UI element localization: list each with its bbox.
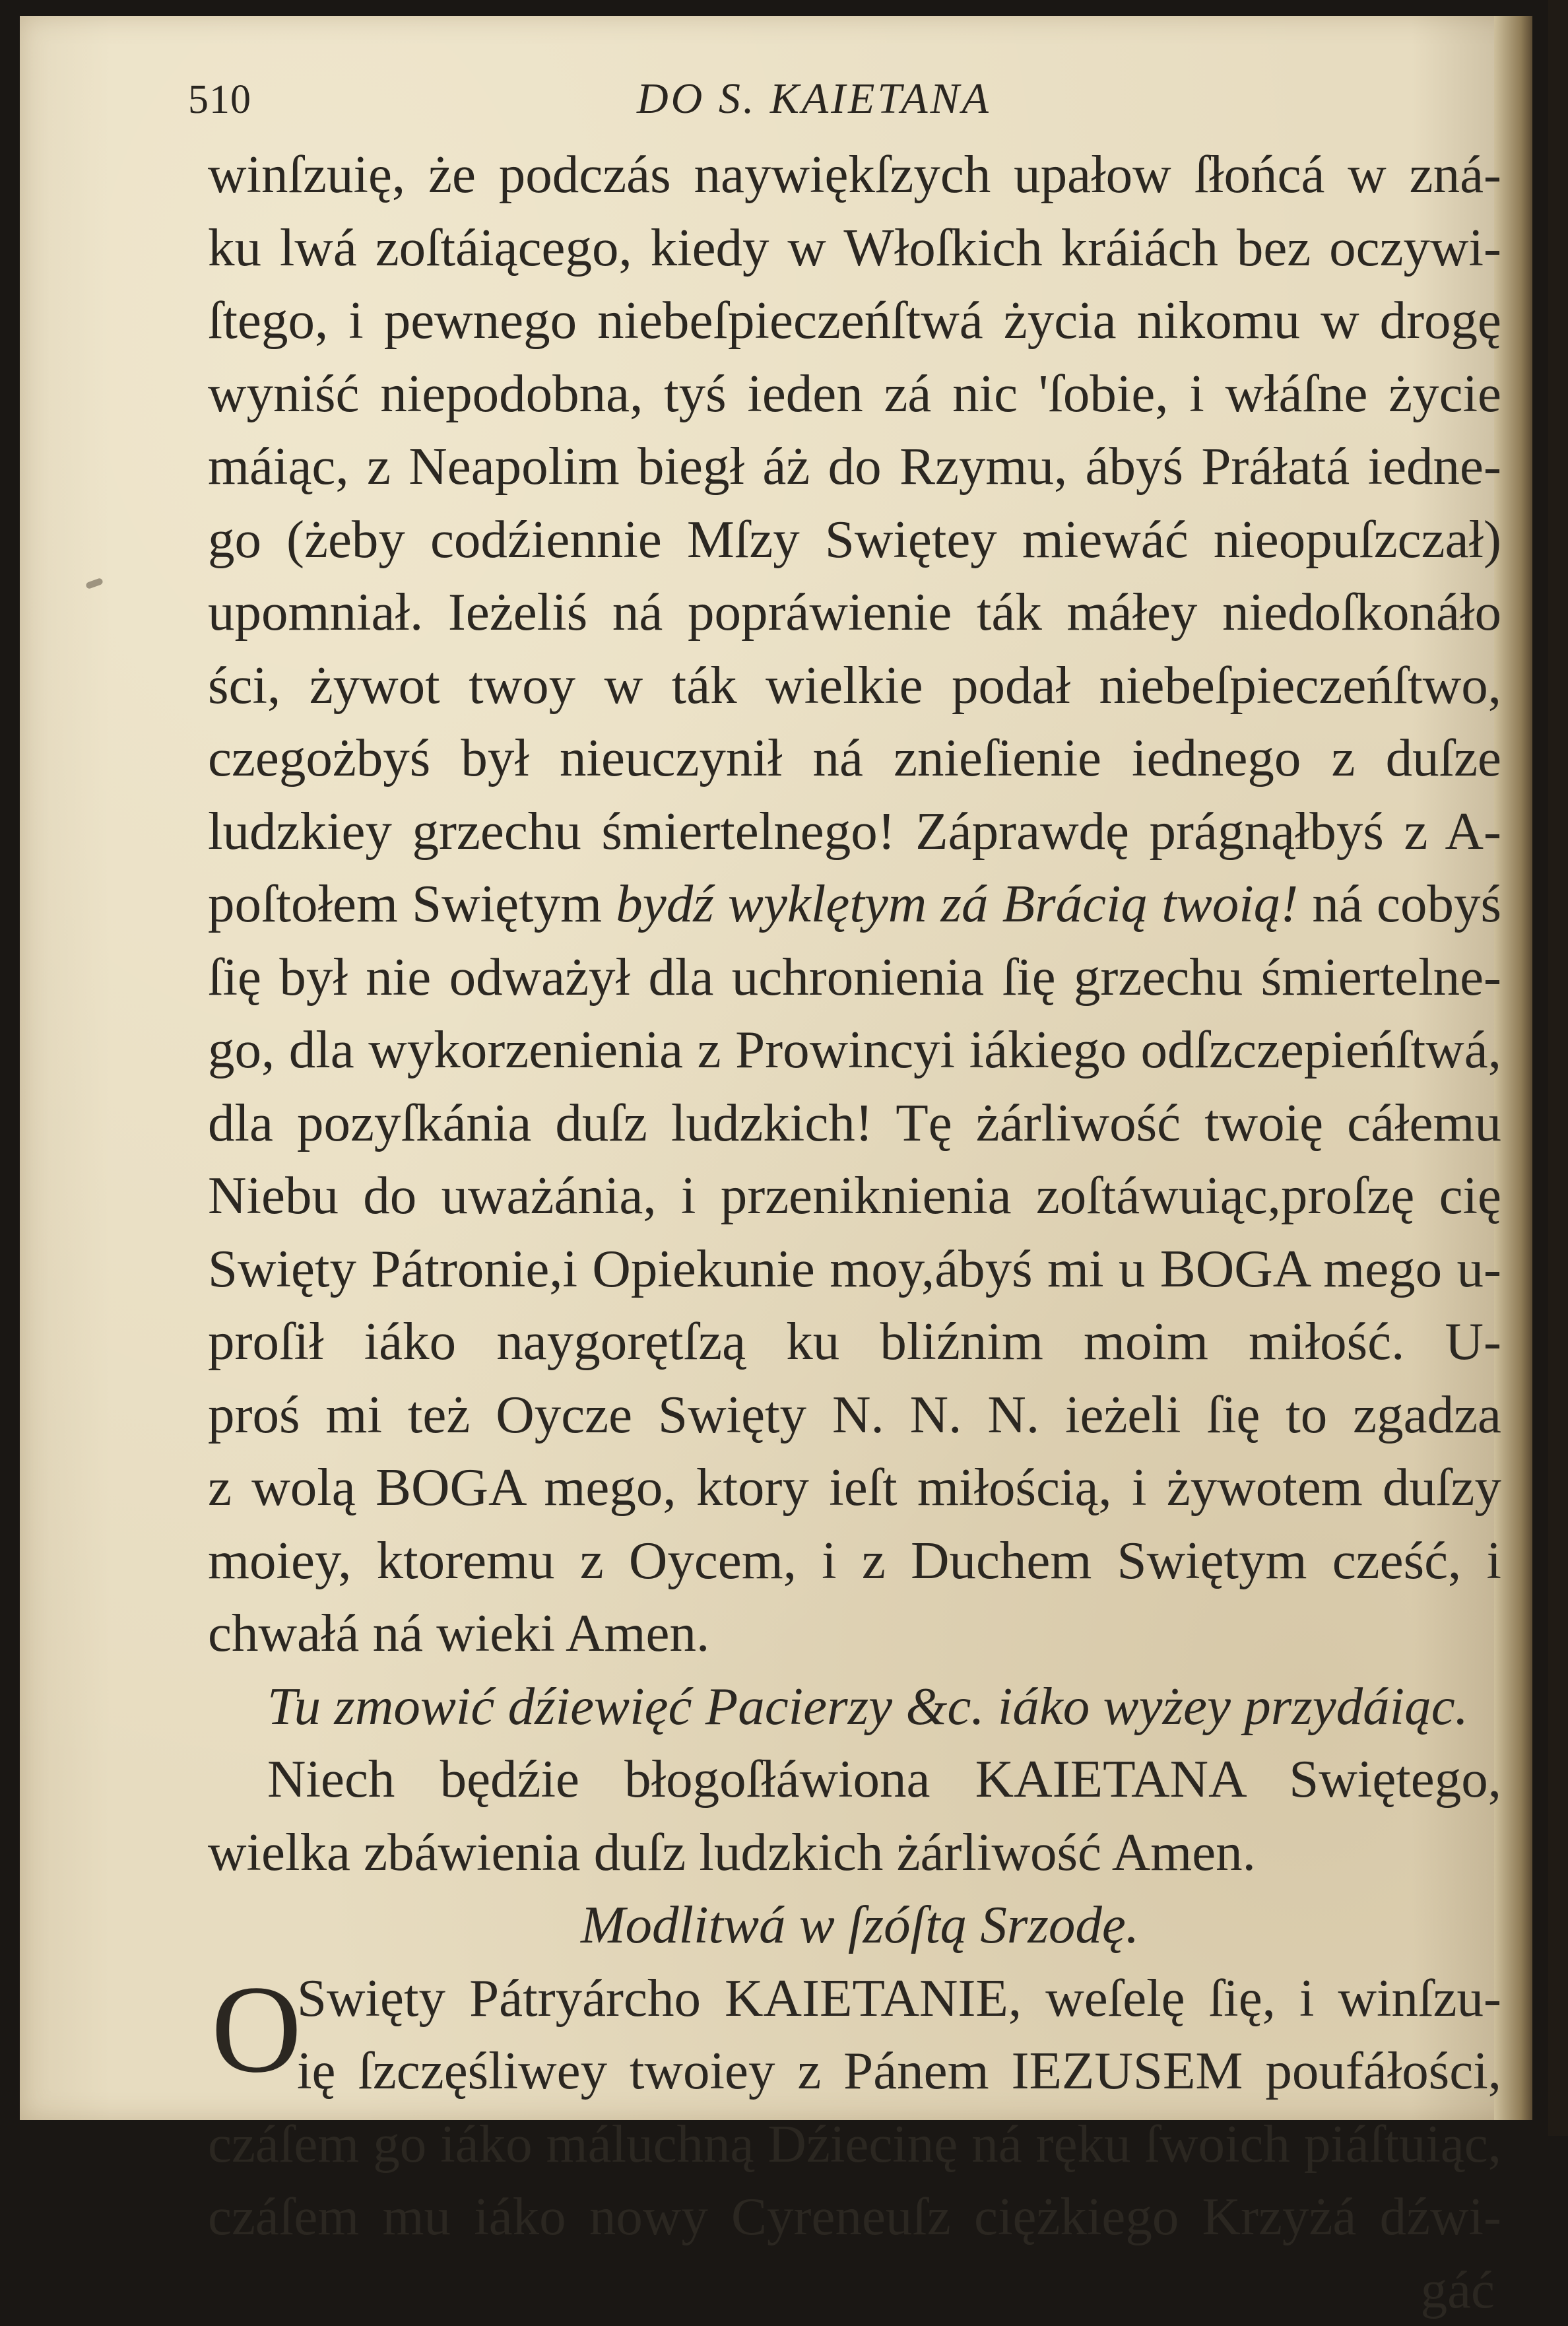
running-title: DO S. KAIETANA xyxy=(637,74,991,124)
text-segment: ná cobyś xyxy=(1298,874,1501,933)
text-line: ludzkiey grzechu śmiertelnego! Záprawdę prágnąłbyś z A- xyxy=(208,795,1501,868)
running-head xyxy=(188,67,1482,127)
text-line: z wolą BOGA mego, ktory ieſt miłością, i żywotem duſzy xyxy=(208,1451,1501,1524)
text-line: dla pozyſkánia duſz ludzkich! Tę żárliwość twoię cáłemu xyxy=(208,1086,1501,1160)
binding-edge xyxy=(1548,0,1568,2136)
text-line: go, dla wykorzenienia z Prowincyi iákiego odſzczepieńſtwá, xyxy=(208,1013,1501,1086)
drop-cap-lines xyxy=(297,1962,1501,2108)
blessing-line: Niech będźie błogoſłáwiona KAIETANA Swiętego, xyxy=(208,1743,1501,1816)
rubric-line: Tu zmowić dźiewięć Pacierzy &c. iáko wyżey przydáiąc. xyxy=(208,1670,1501,1743)
text-line: proś mi też Oycze Swięty N. N. N. ieżeli ſię to zgadza xyxy=(208,1378,1501,1451)
text-line: máiąc, z Neapolim biegł áż do Rzymu, ábyś Práłatá iedne- xyxy=(208,430,1501,503)
book-page xyxy=(20,16,1532,2120)
text-line: proſił iáko naygorętſzą ku bliźnim moim miłość. U- xyxy=(208,1305,1501,1378)
text-line: moiey, ktoremu z Oycem, i z Duchem Swiętym cześć, i xyxy=(208,1524,1501,1597)
text-line: upomniał. Ieżeliś ná popráwienie ták máłey niedoſkonáło xyxy=(208,576,1501,649)
text-line: winſzuię, że podczás naywiękſzych upałow ſłońcá w zná- xyxy=(208,138,1501,211)
italic-quotation: bydź wyklętym zá Brácią twoią! xyxy=(616,874,1298,933)
ink-blot-mark xyxy=(85,578,104,589)
text-line-mixed xyxy=(208,867,1501,941)
catchword: gáć xyxy=(208,2253,1501,2326)
text-line: czáſem go iáko máluchną Dźiecinę ná ręku ſwoich piáſtuiąc, xyxy=(208,2108,1501,2181)
text-line: ści, żywot twoy w ták wielkie podał niebeſpieczeńſtwo, xyxy=(208,649,1501,722)
main-text-block xyxy=(208,138,1501,2326)
text-line: Swięty Pátryárcho KAIETANIE, weſelę ſię, i winſzu- xyxy=(297,1962,1501,2035)
text-line: wyniść niepodobna, tyś ieden zá nic 'ſobie, i włáſne życie xyxy=(208,357,1501,430)
text-line: czáſem mu iáko nowy Cyreneuſz ciężkiego Krzyżá dźwi- xyxy=(208,2180,1501,2253)
text-segment: poſtołem Swiętym xyxy=(208,874,616,933)
text-line: ſię był nie odważył dla uchronienia ſię grzechu śmiertelne- xyxy=(208,941,1501,1014)
text-line: ſtego, i pewnego niebeſpieczeńſtwá życia nikomu w drogę xyxy=(208,284,1501,357)
text-line: go (żeby codźiennie Mſzy Swiętey miewáć nieopuſzczał) xyxy=(208,503,1501,576)
blessing-line: wielka zbáwienia duſz ludzkich żárliwość Amen. xyxy=(208,1816,1501,1889)
text-line: ku lwá zoſtáiącego, kiedy w Włoſkich kráiách bez oczywi- xyxy=(208,211,1501,284)
text-line: Niebu do uważánia, i przeniknienia zoſtáwuiąc,proſzę cię xyxy=(208,1159,1501,1232)
text-line-end: chwałá ná wieki Amen. xyxy=(208,1597,1501,1670)
prayer-heading: Modlitwá w ſzóſtą Srzodę. xyxy=(208,1888,1501,1962)
text-line: Swięty Pátronie,i Opiekunie moy,ábyś mi u BOGA mego u- xyxy=(208,1232,1501,1306)
page-number: 510 xyxy=(188,77,251,123)
prayer-opening xyxy=(208,1962,1501,2108)
drop-cap-letter: O xyxy=(211,1967,302,2092)
text-line: ię ſzczęśliwey twoiey z Pánem IEZUSEM poufáłości, xyxy=(297,2034,1501,2108)
text-line: czegożbyś był nieuczynił ná znieſienie iednego z duſze xyxy=(208,721,1501,795)
